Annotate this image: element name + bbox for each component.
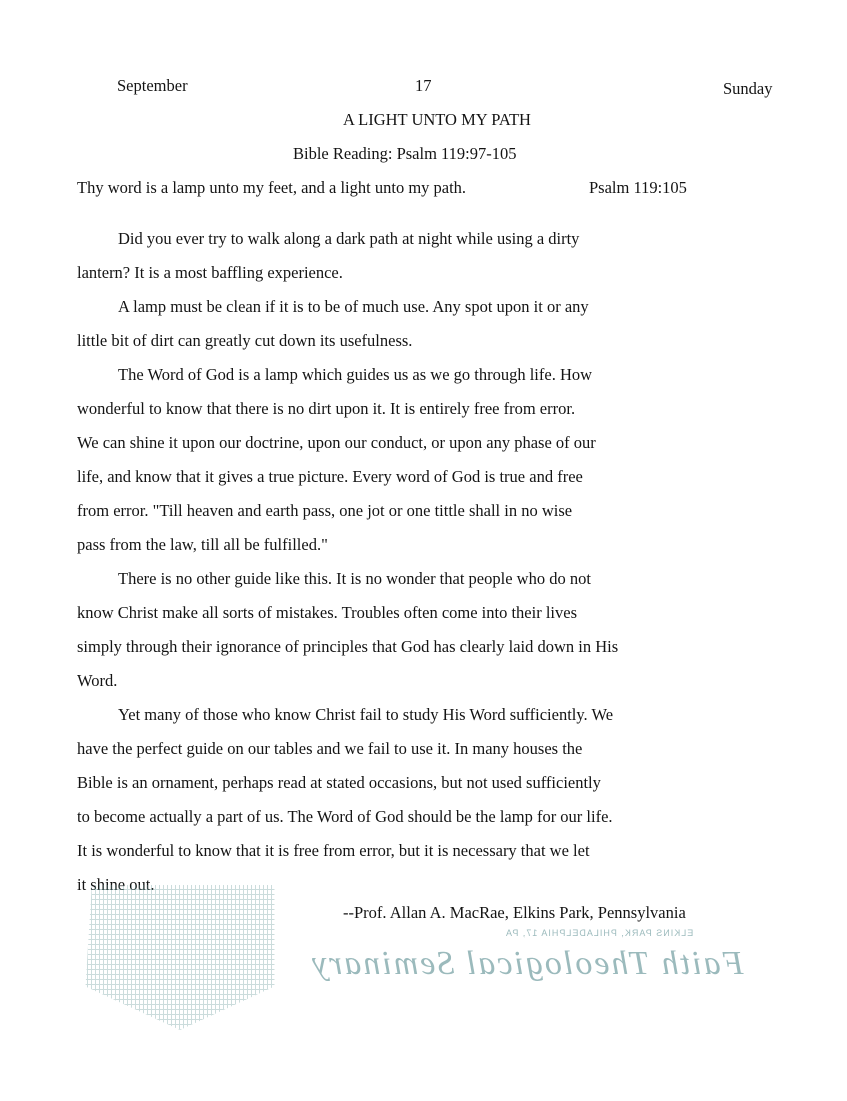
- bleed-through-address: ELKINS PARK, PHILADELPHIA 17, PA: [505, 928, 694, 938]
- paragraph-line: have the perfect guide on our tables and we fail to use it. In many houses the: [77, 739, 583, 758]
- paragraph-line: Word.: [77, 671, 118, 690]
- paragraph-line: to become actually a part of us. The Word of God should be the lamp for our life.: [77, 807, 613, 826]
- header-day-number: 17: [415, 76, 432, 95]
- paragraph-line: Did you ever try to walk along a dark path at night while using a dirty: [118, 229, 580, 248]
- paragraph-line: We can shine it upon our doctrine, upon our conduct, or upon any phase of our: [77, 433, 596, 452]
- paragraph-line: Bible is an ornament, perhaps read at stated occasions, but not used sufficiently: [77, 773, 601, 792]
- paragraph-line: simply through their ignorance of principles that God has clearly laid down in His: [77, 637, 619, 656]
- bleed-through-name: Faith Theological Seminary: [310, 945, 744, 982]
- paragraph-line: Yet many of those who know Christ fail to study His Word sufficiently. We: [118, 705, 614, 724]
- paragraph-line: The Word of God is a lamp which guides us as we go through life. How: [118, 365, 593, 384]
- paragraph-line: from error. "Till heaven and earth pass, one jot or one tittle shall in no wise: [77, 501, 573, 520]
- verse-reference: Psalm 119:105: [589, 178, 687, 197]
- header-weekday: Sunday: [723, 79, 773, 98]
- header-month: September: [117, 76, 188, 95]
- paragraph-line: It is wonderful to know that it is free from error, but it is necessary that we let: [77, 841, 590, 860]
- page-title: A LIGHT UNTO MY PATH: [343, 110, 531, 129]
- seal-bleed-through: [75, 885, 285, 1030]
- bible-reading: Bible Reading: Psalm 119:97-105: [293, 144, 517, 163]
- attribution: --Prof. Allan A. MacRae, Elkins Park, Pennsylvania: [343, 903, 686, 922]
- paragraph-line: lantern? It is a most baffling experience.: [77, 263, 343, 282]
- paragraph-line: it shine out.: [77, 875, 155, 894]
- paragraph-line: little bit of dirt can greatly cut down its usefulness.: [77, 331, 413, 350]
- paragraph-line: pass from the law, till all be fulfilled.": [77, 535, 328, 554]
- paragraph-line: There is no other guide like this. It is no wonder that people who do not: [118, 569, 591, 588]
- verse-text: Thy word is a lamp unto my feet, and a light unto my path.: [77, 178, 467, 197]
- paragraph-line: life, and know that it gives a true picture. Every word of God is true and free: [77, 467, 583, 486]
- paragraph-line: know Christ make all sorts of mistakes. Troubles often come into their lives: [77, 603, 577, 622]
- paragraph-line: A lamp must be clean if it is to be of much use. Any spot upon it or any: [118, 297, 589, 316]
- paragraph-line: wonderful to know that there is no dirt upon it. It is entirely free from error.: [77, 399, 576, 418]
